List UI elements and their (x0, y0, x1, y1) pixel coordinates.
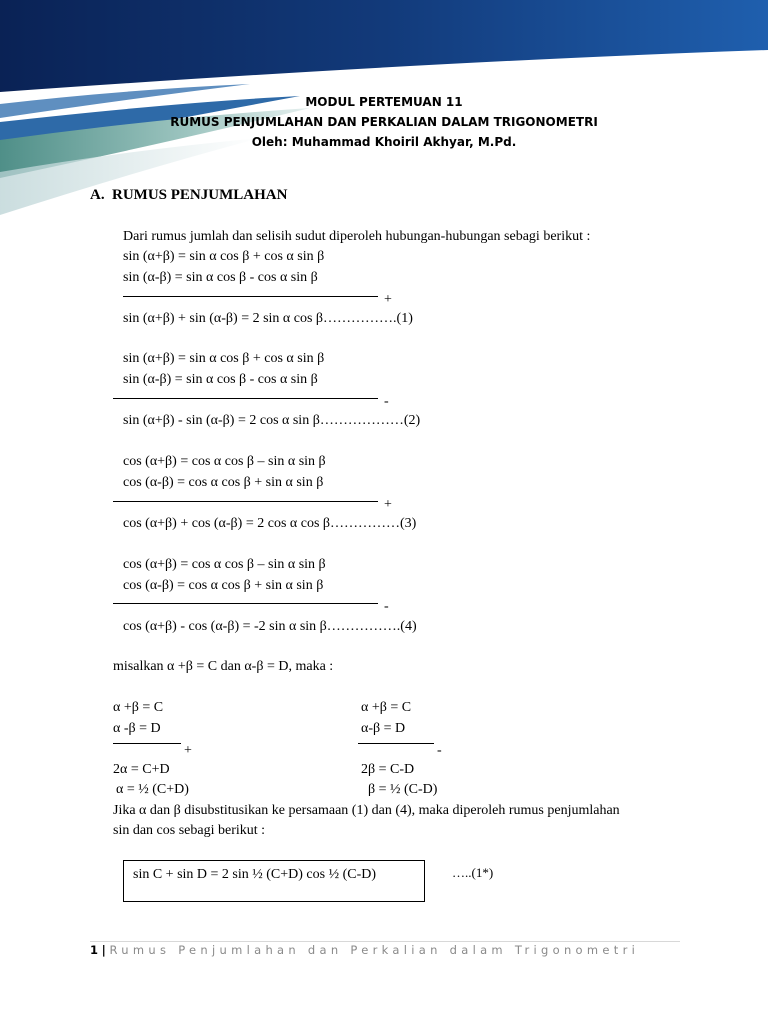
operator-sign: + (184, 743, 192, 758)
equation-line: cos (α-β) = cos α cos β + sin α sin β (123, 578, 324, 593)
footer-separator: | (101, 943, 106, 957)
system-equation: α +β = C (361, 700, 412, 715)
equation-line: sin (α+β) = sin α cos β + cos α sin β (123, 351, 325, 366)
section-number: A. (90, 187, 105, 203)
system-equation: α-β = D (361, 721, 406, 736)
substitution-text: misalkan α +β = C dan α-β = D, maka : (113, 659, 334, 674)
system-result: 2α = C+D (113, 762, 170, 777)
page-footer (90, 943, 639, 957)
conclusion-text: Jika α dan β disubstitusikan ke persamaan (1) dan (4), maka diperoleh rumus penjumlahan (113, 803, 620, 818)
equation-line: sin (α-β) = sin α cos β - cos α sin β (123, 372, 318, 387)
module-title: MODUL PERTEMUAN 11 (305, 95, 463, 109)
equation-line: sin (α-β) = sin α cos β - cos α sin β (123, 270, 318, 285)
sum-rule (123, 296, 378, 297)
formula-label: …..(1*) (452, 865, 494, 880)
equation-line: sin (α+β) = sin α cos β + cos α sin β (123, 249, 325, 264)
sum-rule (113, 743, 181, 744)
operator-sign: - (437, 743, 442, 758)
difference-rule (113, 398, 378, 399)
difference-rule (358, 743, 434, 744)
result-equation: cos (α+β) + cos (α-β) = 2 cos α cos β……………(3) (123, 516, 417, 531)
equation-line: cos (α+β) = cos α cos β – sin α sin β (123, 454, 326, 469)
result-equation: sin (α+β) + sin (α-β) = 2 sin α cos β…………….(1) (123, 311, 413, 326)
author-line: Oleh: Muhammad Khoiril Akhyar, M.Pd. (251, 135, 517, 149)
sum-rule (113, 501, 378, 502)
operator-sign: + (384, 292, 392, 307)
result-equation: cos (α+β) - cos (α-β) = -2 sin α sin β…………….(4) (123, 619, 417, 634)
intro-text: Dari rumus jumlah dan selisih sudut diperoleh hubungan-hubungan sebagi berikut : (123, 229, 591, 244)
formula-box (123, 860, 425, 902)
result-equation: sin (α+β) - sin (α-β) = 2 cos α sin β………………(2) (123, 413, 421, 428)
section-heading (90, 187, 287, 204)
operator-sign: - (384, 394, 389, 409)
system-solution: β = ½ (C-D) (368, 782, 438, 797)
page-number: 1 (90, 943, 99, 957)
footer-divider (90, 941, 680, 942)
conclusion-text: sin dan cos sebagi berikut : (113, 823, 266, 838)
module-subtitle: RUMUS PENJUMLAHAN DAN PERKALIAN DALAM TRIGONOMETRI (170, 115, 598, 129)
operator-sign: + (384, 497, 392, 512)
operator-sign: - (384, 599, 389, 614)
system-result: 2β = C-D (361, 762, 415, 777)
footer-title: Rumus Penjumlahan dan Perkalian dalam Trigonometri (109, 943, 640, 957)
system-equation: α +β = C (113, 700, 164, 715)
difference-rule (113, 603, 378, 604)
system-equation: α -β = D (113, 721, 161, 736)
section-title: RUMUS PENJUMLAHAN (112, 187, 288, 203)
formula-text: sin C + sin D = 2 sin ½ (C+D) cos ½ (C-D) (133, 867, 377, 882)
document-header (0, 92, 768, 152)
equation-line: cos (α-β) = cos α cos β + sin α sin β (123, 475, 324, 490)
equation-line: cos (α+β) = cos α cos β – sin α sin β (123, 557, 326, 572)
system-solution: α = ½ (C+D) (116, 782, 189, 797)
